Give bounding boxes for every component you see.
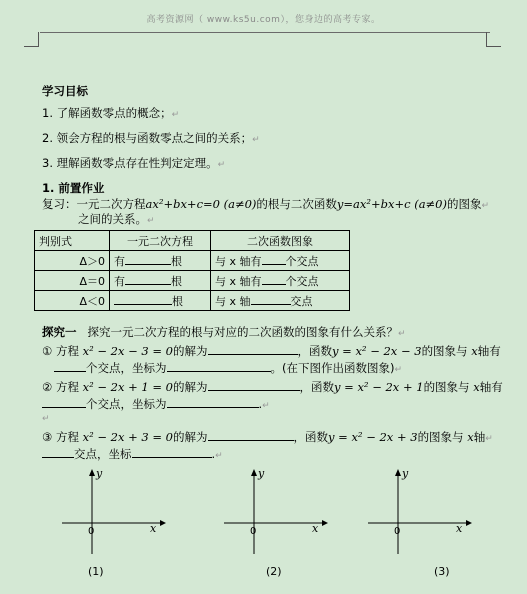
graph-1-origin-label: 0 [88,526,95,537]
section-title-objectives: 学习目标 [42,84,88,98]
graph-2-x-label: x [312,522,319,535]
graph-1-x-label: x [150,522,157,535]
table-row [35,251,350,271]
header-rule [40,32,490,33]
discriminant-table [34,230,350,311]
graph-axes-3 [362,468,474,558]
table-cell-fn: 与 x 轴有 个交点 [211,271,350,291]
graph-2-caption: (2) [266,565,282,578]
graph-3-x-label: x [456,522,463,535]
question-2-line-1: ② 方程 x² − 2x + 1 = 0的解为 ，函数y = x² − 2x + 1的图象与 x轴有 [42,380,503,394]
question-1-line-2: 个交点，坐标为 。(在下图作出函数图象)↵ [54,360,402,377]
table-row [35,291,350,311]
objective-item-3: 3. 理解函数零点存在性判定定理。↵ [42,156,226,170]
explore-heading: 探究一 探究一元二次方程的根与对应的二次函数的图象有什么关系？↵ [42,325,406,339]
page-header-text: 高考资源网（ www.ks5u.com），您身边的高考专家。 [146,15,381,25]
question-2-line-2: 个交点，坐标为 .↵ [42,396,270,413]
table-row [35,271,350,291]
graph-3-origin-label: 0 [394,526,401,537]
graph-1-caption: (1) [88,565,104,578]
table-header-cell: 判别式 [35,231,110,251]
graph-1-y-label: y [96,467,103,480]
objective-item-2: 2. 领会方程的根与函数零点之间的关系；↵ [42,131,260,145]
table-cell-disc: Δ＞0 [35,251,110,271]
section-title-prework: 1. 前置作业 [42,181,105,195]
review-line: 复习：一元二次方程ax²+bx+c=0 (a≠0)的根与二次函数y=ax²+bx+c (a≠0)的图象↵ [42,197,490,211]
margin-corner-mark-left [24,32,39,47]
table-cell-eq: 根 [110,291,211,311]
graph-axes-1 [56,468,168,558]
graph-3-caption: (3) [434,565,450,578]
blank-paragraph: ↵ [42,414,50,424]
table-cell-eq: 有 根 [110,251,211,271]
graph-2-origin-label: 0 [250,526,257,537]
review-line-2: 之间的关系。↵ [78,212,155,226]
table-cell-eq: 有 根 [110,271,211,291]
graph-2-y-label: y [258,467,265,480]
graph-3-y-label: y [402,467,409,480]
table-header-cell: 一元二次方程 [110,231,211,251]
table-cell-disc: Δ＝0 [35,271,110,291]
table-cell-disc: Δ＜0 [35,291,110,311]
table-cell-fn: 与 x 轴有 个交点 [211,251,350,271]
question-3-line-1: ③ 方程 x² − 2x + 3 = 0的解为 ，函数y = x² − 2x + 3的图象与 x轴↵ [42,430,493,444]
table-header-row [35,231,350,251]
margin-corner-mark-right [486,32,501,47]
graph-axes-2 [218,468,330,558]
table-header-cell: 二次函数图象 [211,231,350,251]
table-cell-fn: 与 x 轴 交点 [211,291,350,311]
question-1-line-1: ① 方程 x² − 2x − 3 = 0的解为 ，函数y = x² − 2x − 3的图象与 x轴有 [42,344,501,358]
objective-item-1: 1. 了解函数零点的概念；↵ [42,106,180,120]
question-3-line-2: 交点，坐标 .↵ [42,446,223,463]
